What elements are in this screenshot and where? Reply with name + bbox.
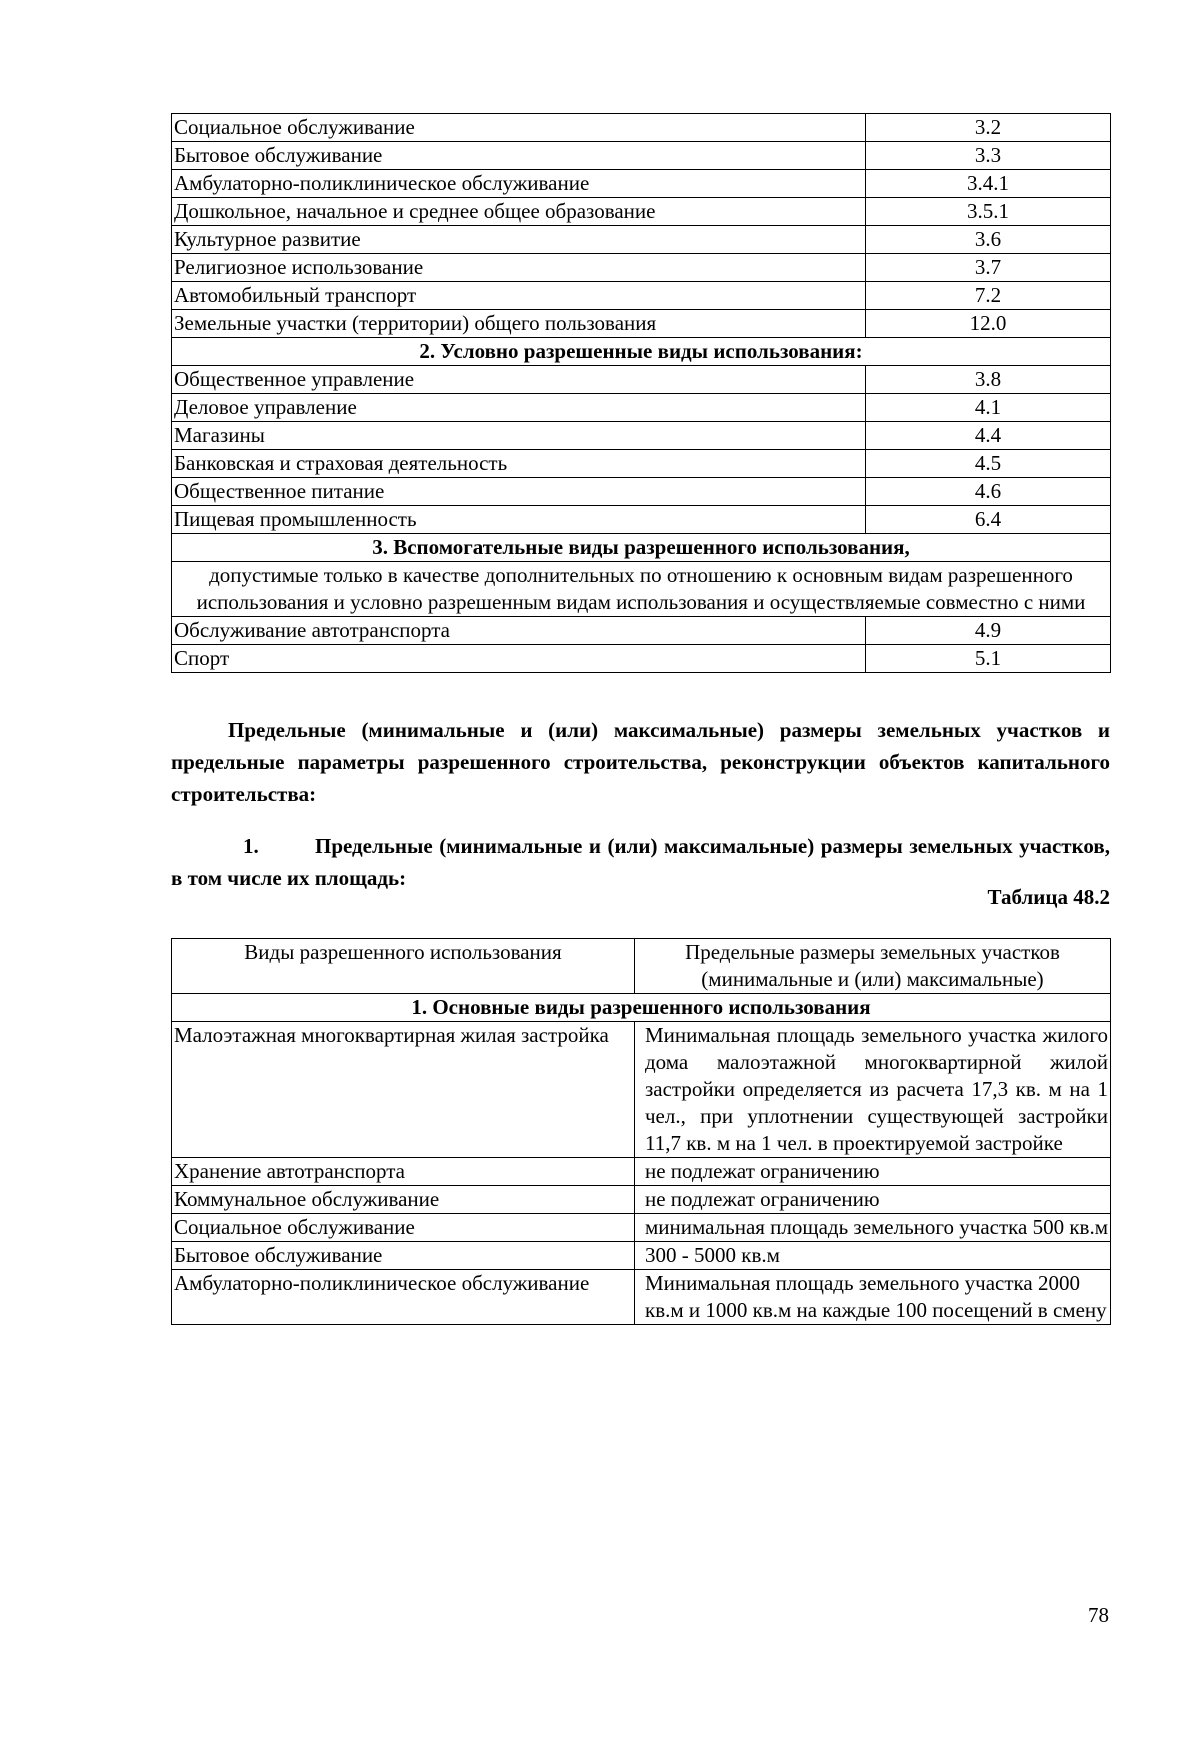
table-row <box>172 1270 1111 1325</box>
use-code: 7.2 <box>866 282 1111 310</box>
page-number: 78 <box>1088 1603 1109 1627</box>
use-name: Земельные участки (территории) общего пользования <box>172 310 866 338</box>
item-one-paragraph <box>171 830 1110 894</box>
table-row <box>172 142 1111 170</box>
use-name: Пищевая промышленность <box>172 506 866 534</box>
use-name: Деловое управление <box>172 394 866 422</box>
table-row <box>172 617 1111 645</box>
use-name: Магазины <box>172 422 866 450</box>
table-row <box>172 282 1111 310</box>
use-name: Малоэтажная многоквартирная жилая застройка <box>172 1022 635 1158</box>
table-row <box>172 1158 1111 1186</box>
table-row <box>172 170 1111 198</box>
use-code: 12.0 <box>866 310 1111 338</box>
use-name: Общественное управление <box>172 366 866 394</box>
table-row <box>172 254 1111 282</box>
section-note-row <box>172 562 1111 617</box>
limit-value: минимальная площадь земельного участка 500 кв.м <box>635 1214 1111 1242</box>
table-row <box>172 1214 1111 1242</box>
use-code: 3.8 <box>866 366 1111 394</box>
table-row <box>172 645 1111 673</box>
table-row <box>172 114 1111 142</box>
table-row <box>172 366 1111 394</box>
section-title: 1. Основные виды разрешенного использования <box>172 994 1111 1022</box>
table-row <box>172 450 1111 478</box>
table-row <box>172 478 1111 506</box>
table-row <box>172 1186 1111 1214</box>
limit-value: Минимальная площадь земельного участка жилого дома малоэтажной многоквартирной жилой застройки определяется из расчета 17,3 кв. м на 1 чел., при уплотнении существующей застройки 11,7 кв. м на 1 чел. в проектируемой застройке <box>635 1022 1111 1158</box>
table-row <box>172 198 1111 226</box>
use-name: Культурное развитие <box>172 226 866 254</box>
use-code: 3.5.1 <box>866 198 1111 226</box>
use-name: Амбулаторно-поликлиническое обслуживание <box>172 1270 635 1325</box>
use-code: 3.3 <box>866 142 1111 170</box>
use-name: Общественное питание <box>172 478 866 506</box>
use-name: Бытовое обслуживание <box>172 1242 635 1270</box>
use-code: 3.6 <box>866 226 1111 254</box>
use-name: Дошкольное, начальное и среднее общее образование <box>172 198 866 226</box>
use-code: 4.5 <box>866 450 1111 478</box>
use-name: Спорт <box>172 645 866 673</box>
table-row <box>172 226 1111 254</box>
use-code: 5.1 <box>866 645 1111 673</box>
use-name: Обслуживание автотранспорта <box>172 617 866 645</box>
use-name: Религиозное использование <box>172 254 866 282</box>
limit-value: не подлежат ограничению <box>635 1186 1111 1214</box>
intro-paragraph: Предельные (минимальные и (или) максимальные) размеры земельных участков и предельные параметры разрешенного строительства, реконструкции объектов капитального строительства: <box>171 718 1110 806</box>
use-code: 4.4 <box>866 422 1111 450</box>
section-header-row <box>172 338 1111 366</box>
limit-value: Минимальная площадь земельного участка 2000 кв.м и 1000 кв.м на каждые 100 посещений в смену <box>635 1270 1111 1325</box>
use-name: Коммунальное обслуживание <box>172 1186 635 1214</box>
table-row <box>172 310 1111 338</box>
use-name: Бытовое обслуживание <box>172 142 866 170</box>
use-code: 3.4.1 <box>866 170 1111 198</box>
limit-value: не подлежат ограничению <box>635 1158 1111 1186</box>
plot-size-limits-table <box>171 938 1111 1325</box>
use-name: Автомобильный транспорт <box>172 282 866 310</box>
table-row <box>172 422 1111 450</box>
use-code: 4.9 <box>866 617 1111 645</box>
item-number: 1. <box>243 834 259 858</box>
table-header-row <box>172 939 1111 994</box>
table-row <box>172 394 1111 422</box>
table-caption: Таблица 48.2 <box>987 885 1110 909</box>
table-row <box>172 1242 1111 1270</box>
section-note: допустимые только в качестве дополнительных по отношению к основным видам разрешенного использования и условно разрешенным видам использования и осуществляемые совместно с ними <box>172 562 1111 617</box>
item-text: Предельные (минимальные и (или) максимальные) размеры земельных участков, в том числе их площадь: <box>171 834 1110 890</box>
permitted-uses-table <box>171 113 1111 673</box>
use-code: 4.6 <box>866 478 1111 506</box>
use-name: Банковская и страховая деятельность <box>172 450 866 478</box>
table-row <box>172 506 1111 534</box>
use-code: 3.2 <box>866 114 1111 142</box>
column-header-limits: Предельные размеры земельных участков (минимальные и (или) максимальные) <box>635 939 1111 994</box>
use-name: Хранение автотранспорта <box>172 1158 635 1186</box>
use-name: Социальное обслуживание <box>172 114 866 142</box>
use-code: 4.1 <box>866 394 1111 422</box>
use-code: 6.4 <box>866 506 1111 534</box>
section-title: 2. Условно разрешенные виды использования: <box>172 338 1111 366</box>
table-row <box>172 1022 1111 1158</box>
use-name: Социальное обслуживание <box>172 1214 635 1242</box>
use-code: 3.7 <box>866 254 1111 282</box>
section-title: 3. Вспомогательные виды разрешенного использования, <box>172 534 1111 562</box>
use-name: Амбулаторно-поликлиническое обслуживание <box>172 170 866 198</box>
column-header-uses: Виды разрешенного использования <box>172 939 635 994</box>
section-header-row <box>172 994 1111 1022</box>
section-header-row <box>172 534 1111 562</box>
limit-value: 300 - 5000 кв.м <box>635 1242 1111 1270</box>
